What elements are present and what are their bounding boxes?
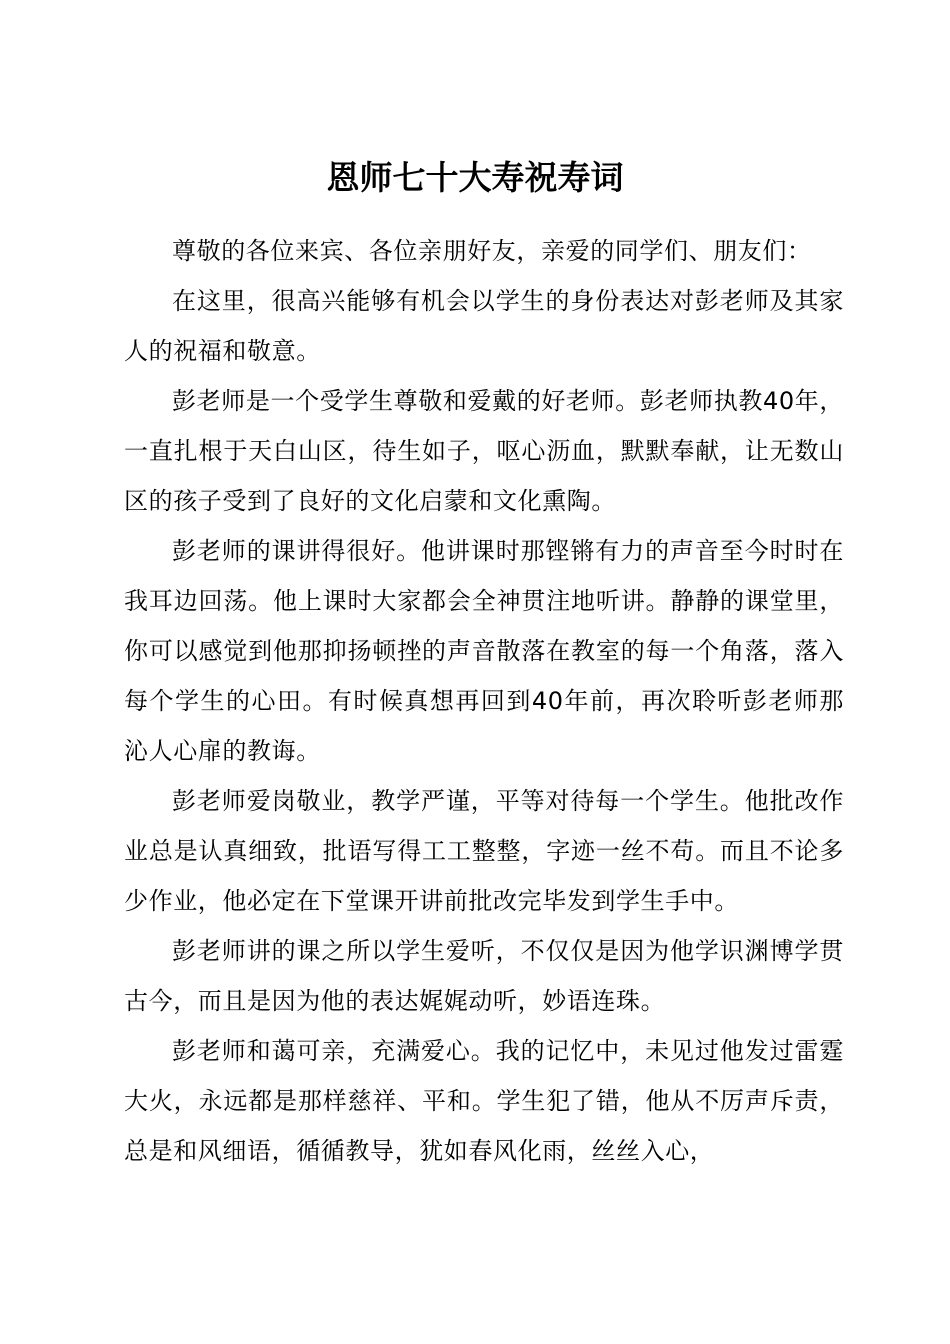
paragraph-greeting: 在这里，很高兴能够有机会以学生的身份表达对彭老师及其家人的祝福和敬意。	[124, 287, 844, 365]
paragraph-kindness: 彭老师和蔼可亲，充满爱心。我的记忆中，未见过他发过雷霆大火，永远都是那样慈祥、平和。学生犯了错，他从不厉声斥责，总是和风细语，循循教导，犹如春风化雨，丝丝入心，	[124, 1037, 844, 1165]
document-body	[124, 226, 844, 1176]
paragraph-dedication: 彭老师爱岗敬业，教学严谨，平等对待每一个学生。他批改作业总是认真细致，批语写得工工整整，字迹一丝不苟。而且不论多少作业，他必定在下堂课开讲前批改完毕发到学生手中。	[124, 787, 844, 915]
paragraph-eloquence: 彭老师讲的课之所以学生爱听，不仅仅是因为他学识渊博学贯古今，而且是因为他的表达娓娓动听，妙语连珠。	[124, 937, 844, 1015]
paragraph-salutation: 尊敬的各位来宾、各位亲朋好友，亲爱的同学们、朋友们：	[172, 237, 812, 265]
paragraph-lectures: 彭老师的课讲得很好。他讲课时那铿锵有力的声音至今时时在我耳边回荡。他上课时大家都会全神贯注地听讲。静静的课堂里，你可以感觉到他那抑扬顿挫的声音散落在教室的每一个角落，落入每个学生的心田。有时候真想再回到40年前，再次聆听彭老师那沁人心扉的教诲。	[124, 537, 844, 765]
document-title: 恩师七十大寿祝寿词	[326, 158, 624, 197]
paragraph-respected-teacher: 彭老师是一个受学生尊敬和爱戴的好老师。彭老师执教40年，一直扎根于天白山区，待生如子，呕心沥血，默默奉献，让无数山区的孩子受到了良好的文化启蒙和文化熏陶。	[124, 387, 844, 515]
